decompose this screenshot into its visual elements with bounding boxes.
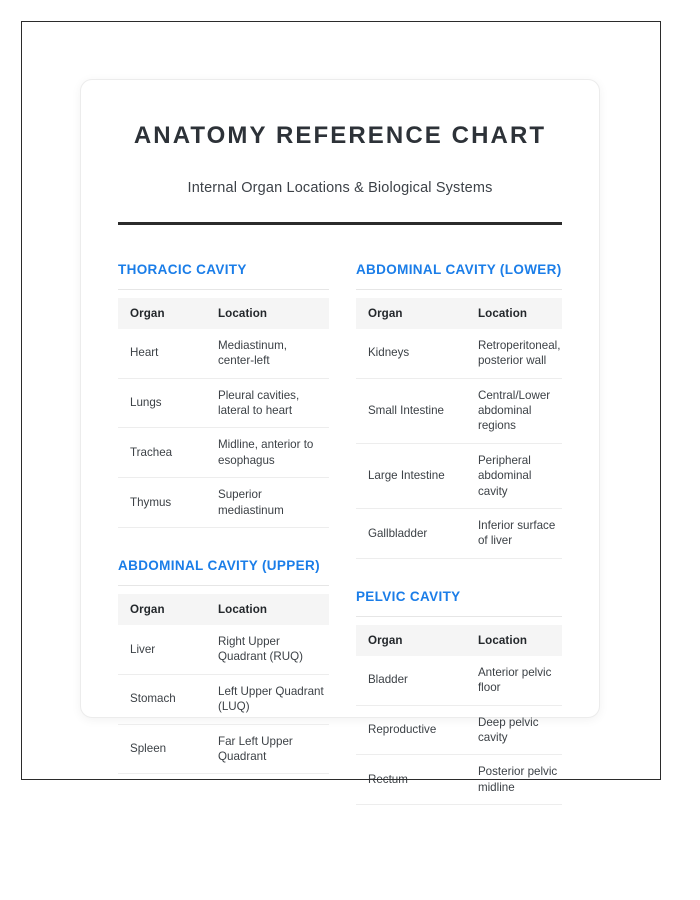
section-divider (118, 585, 329, 586)
cell-organ: Small Intestine (356, 378, 466, 443)
table-row (356, 705, 562, 755)
right-column (356, 260, 562, 805)
cell-location: Posterior pelvic midline (466, 755, 562, 805)
section-title-thoracic-cavity: THORACIC CAVITY (118, 261, 247, 277)
left-column (118, 260, 329, 775)
table-row (118, 674, 329, 724)
column-header-location: Location (206, 594, 329, 625)
cell-location: Mediastinum, center-left (206, 329, 329, 378)
cell-location: Central/Lower abdominal regions (466, 378, 562, 443)
section-thoracic-cavity (118, 260, 329, 528)
section-divider (118, 289, 329, 290)
table-header-row (356, 298, 562, 329)
section-title-abdominal-cavity-upper: ABDOMINAL CAVITY (UPPER) (118, 557, 320, 573)
table-row (118, 625, 329, 674)
table-row (356, 329, 562, 378)
column-header-location: Location (466, 625, 562, 656)
cell-location: Left Upper Quadrant (LUQ) (206, 674, 329, 724)
table-row (118, 478, 329, 528)
section-abdominal-cavity-upper (118, 556, 329, 774)
table-row (356, 378, 562, 443)
column-header-organ: Organ (118, 298, 206, 329)
anatomy-table-thoracic-cavity (118, 298, 329, 528)
cell-organ: Bladder (356, 656, 466, 705)
table-row (118, 378, 329, 428)
section-divider (356, 616, 562, 617)
chart-header (118, 79, 562, 225)
cell-organ: Liver (118, 625, 206, 674)
cell-organ: Trachea (118, 428, 206, 478)
anatomy-table-pelvic-cavity (356, 625, 562, 805)
table-row (118, 724, 329, 774)
column-header-organ: Organ (118, 594, 206, 625)
cell-organ: Thymus (118, 478, 206, 528)
anatomy-table-abdominal-cavity-upper (118, 594, 329, 774)
page-subtitle: Internal Organ Locations & Biological Systems (187, 179, 493, 196)
section-abdominal-cavity-lower (356, 260, 562, 559)
cell-organ: Kidneys (356, 329, 466, 378)
column-header-location: Location (206, 298, 329, 329)
cell-organ: Spleen (118, 724, 206, 774)
chart-columns (118, 225, 562, 805)
table-row (118, 428, 329, 478)
cell-organ: Large Intestine (356, 443, 466, 508)
cell-organ: Gallbladder (356, 508, 466, 558)
cell-location: Far Left Upper Quadrant (206, 724, 329, 774)
table-row (118, 329, 329, 378)
column-header-organ: Organ (356, 625, 466, 656)
section-pelvic-cavity (356, 587, 562, 805)
section-title-pelvic-cavity: PELVIC CAVITY (355, 588, 461, 604)
cell-organ: Reproductive (356, 705, 466, 755)
page-title: ANATOMY REFERENCE CHART (133, 122, 547, 149)
column-header-location: Location (466, 298, 562, 329)
cell-location: Right Upper Quadrant (RUQ) (206, 625, 329, 674)
table-row (356, 508, 562, 558)
table-header-row (356, 625, 562, 656)
cell-location: Peripheral abdominal cavity (466, 443, 562, 508)
cell-location: Midline, anterior to esophagus (206, 428, 329, 478)
table-header-row (118, 298, 329, 329)
table-row (356, 656, 562, 705)
cell-organ: Lungs (118, 378, 206, 428)
table-header-row (118, 594, 329, 625)
section-title-abdominal-cavity-lower: ABDOMINAL CAVITY (LOWER) (355, 261, 562, 277)
cell-location: Retroperitoneal, posterior wall (466, 329, 562, 378)
cell-organ: Rectum (356, 755, 466, 805)
cell-organ: Stomach (118, 674, 206, 724)
table-row (356, 443, 562, 508)
cell-organ: Heart (118, 329, 206, 378)
cell-location: Deep pelvic cavity (466, 705, 562, 755)
cell-location: Anterior pelvic floor (466, 656, 562, 705)
anatomy-table-abdominal-cavity-lower (356, 298, 562, 559)
cell-location: Pleural cavities, lateral to heart (206, 378, 329, 428)
section-divider (356, 289, 562, 290)
column-header-organ: Organ (356, 298, 466, 329)
cell-location: Inferior surface of liver (466, 508, 562, 558)
table-row (356, 755, 562, 805)
cell-location: Superior mediastinum (206, 478, 329, 528)
chart-content (80, 79, 600, 805)
